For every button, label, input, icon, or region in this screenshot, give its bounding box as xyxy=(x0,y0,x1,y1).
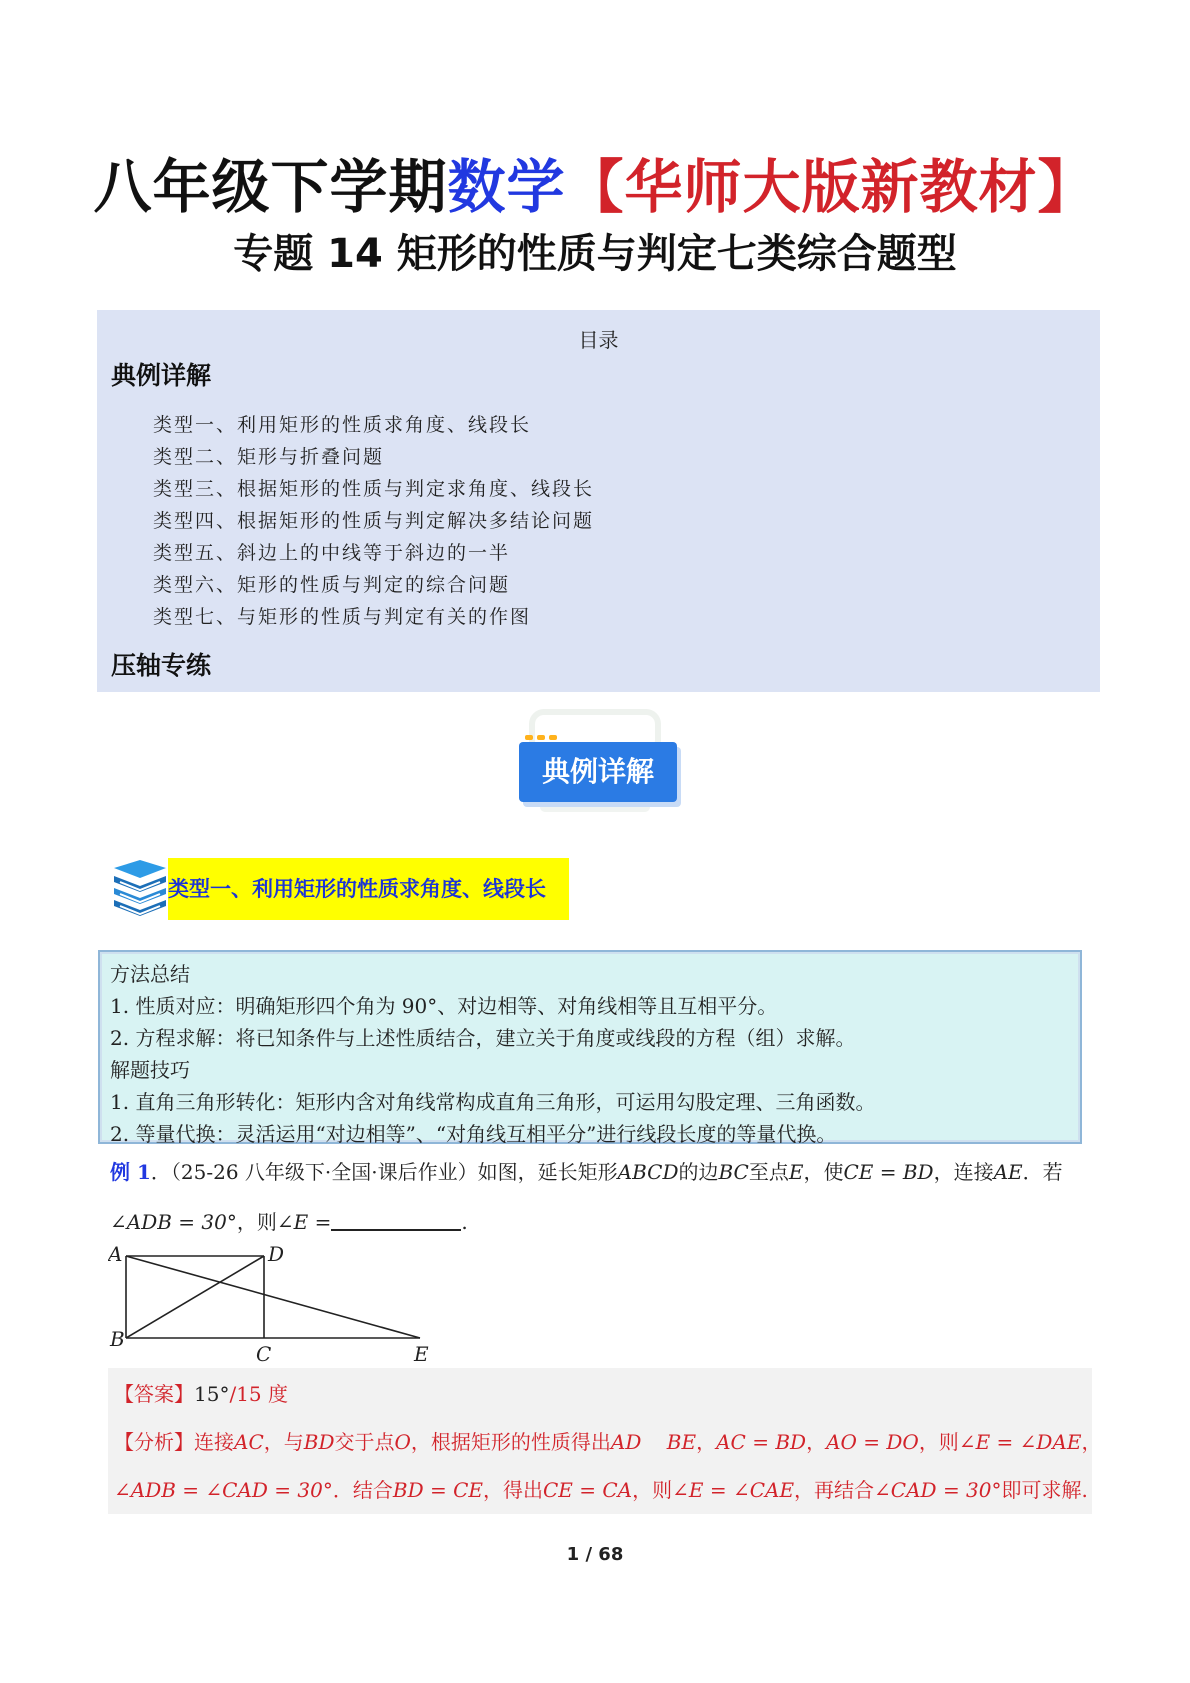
page-title xyxy=(0,140,1190,224)
analysis-line-2: ∠ADB = ∠CAD = 30°．结合BD = CE，得出CE = CA，则∠E = ∠CAE，再结合∠CAD = 30°即可求解. xyxy=(114,1478,1088,1502)
figure-label-c: C xyxy=(256,1342,272,1366)
answer-value: 15° xyxy=(194,1382,230,1406)
table-of-contents xyxy=(97,310,1100,692)
section-badge-label: 典例详解 xyxy=(541,755,654,788)
rectangle-figure xyxy=(108,1246,438,1366)
analysis-line-1: 【分析】连接AC，与BD交于点O，根据矩形的性质得出AD BE，AC = BD，AO = DO，则∠E = ∠DAE， xyxy=(114,1430,1102,1454)
page-number: 1 / 68 xyxy=(566,1544,624,1565)
title-edition: 【华师大版新教材】 xyxy=(565,153,1097,221)
answer-blank xyxy=(331,1211,461,1231)
toc-item-3[interactable]: 类型三、根据矩形的性质与判定求角度、线段长 xyxy=(153,478,595,500)
toc-section-examples[interactable]: 典例详解 xyxy=(111,361,212,390)
tips-heading: 解题技巧 xyxy=(110,1058,190,1082)
title-subject: 数学 xyxy=(447,153,566,221)
type-header-label: 类型一、利用矩形的性质求角度、线段长 xyxy=(168,877,546,901)
analysis-tag: 【分析】 xyxy=(114,1430,194,1454)
method-summary-box xyxy=(98,950,1082,1144)
example-question-line-1: 例 1．（25-26 八年级下·全国·课后作业）如图，延长矩形ABCD的边BC至点E，使CE = BD，连接AE．若 xyxy=(110,1160,1063,1184)
answer-box xyxy=(108,1368,1102,1514)
answer-tag: 【答案】 xyxy=(114,1382,194,1406)
example-label: 例 1 xyxy=(110,1160,151,1184)
answer-line xyxy=(114,1378,288,1407)
toc-item-2[interactable]: 类型二、矩形与折叠问题 xyxy=(153,446,385,468)
section-badge xyxy=(519,742,677,802)
method-line-1: 1. 性质对应：明确矩形四个角为 90°、对边相等、对角线相等且互相平分。 xyxy=(110,994,778,1018)
toc-item-7[interactable]: 类型七、与矩形的性质与判定有关的作图 xyxy=(153,606,532,628)
toc-heading: 目录 xyxy=(578,328,619,352)
page-subtitle: 专题 14 矩形的性质与判定七类综合题型 xyxy=(233,231,957,277)
tips-line-2: 2. 等量代换：灵活运用“对边相等”、“对角线互相平分”进行线段长度的等量代换。 xyxy=(110,1122,837,1146)
example-question-line-2: ∠ADB = 30°，则∠E = . xyxy=(110,1210,468,1234)
method-line-2: 2. 方程求解：将已知条件与上述性质结合，建立关于角度或线段的方程（组）求解。 xyxy=(110,1026,856,1050)
figure-label-e: E xyxy=(414,1342,429,1366)
tips-line-1: 1. 直角三角形转化：矩形内含对角线常构成直角三角形，可运用勾股定理、三角函数。 xyxy=(110,1090,876,1114)
title-grade: 八年级下学期 xyxy=(93,153,448,221)
toc-item-5[interactable]: 类型五、斜边上的中线等于斜边的一半 xyxy=(153,542,511,564)
method-heading: 方法总结 xyxy=(110,962,190,986)
figure-label-b: B xyxy=(110,1327,125,1351)
figure-label-a: A xyxy=(108,1246,123,1266)
toc-item-4[interactable]: 类型四、根据矩形的性质与判定解决多结论问题 xyxy=(153,510,595,532)
figure-label-d: D xyxy=(268,1246,285,1266)
toc-item-6[interactable]: 类型六、矩形的性质与判定的综合问题 xyxy=(153,574,511,596)
type-header xyxy=(168,858,569,920)
book-stack-icon xyxy=(110,860,170,916)
answer-alt: /15 度 xyxy=(229,1382,288,1406)
toc-section-challenge[interactable]: 压轴专练 xyxy=(111,651,212,680)
toc-item-1[interactable]: 类型一、利用矩形的性质求角度、线段长 xyxy=(153,414,532,436)
